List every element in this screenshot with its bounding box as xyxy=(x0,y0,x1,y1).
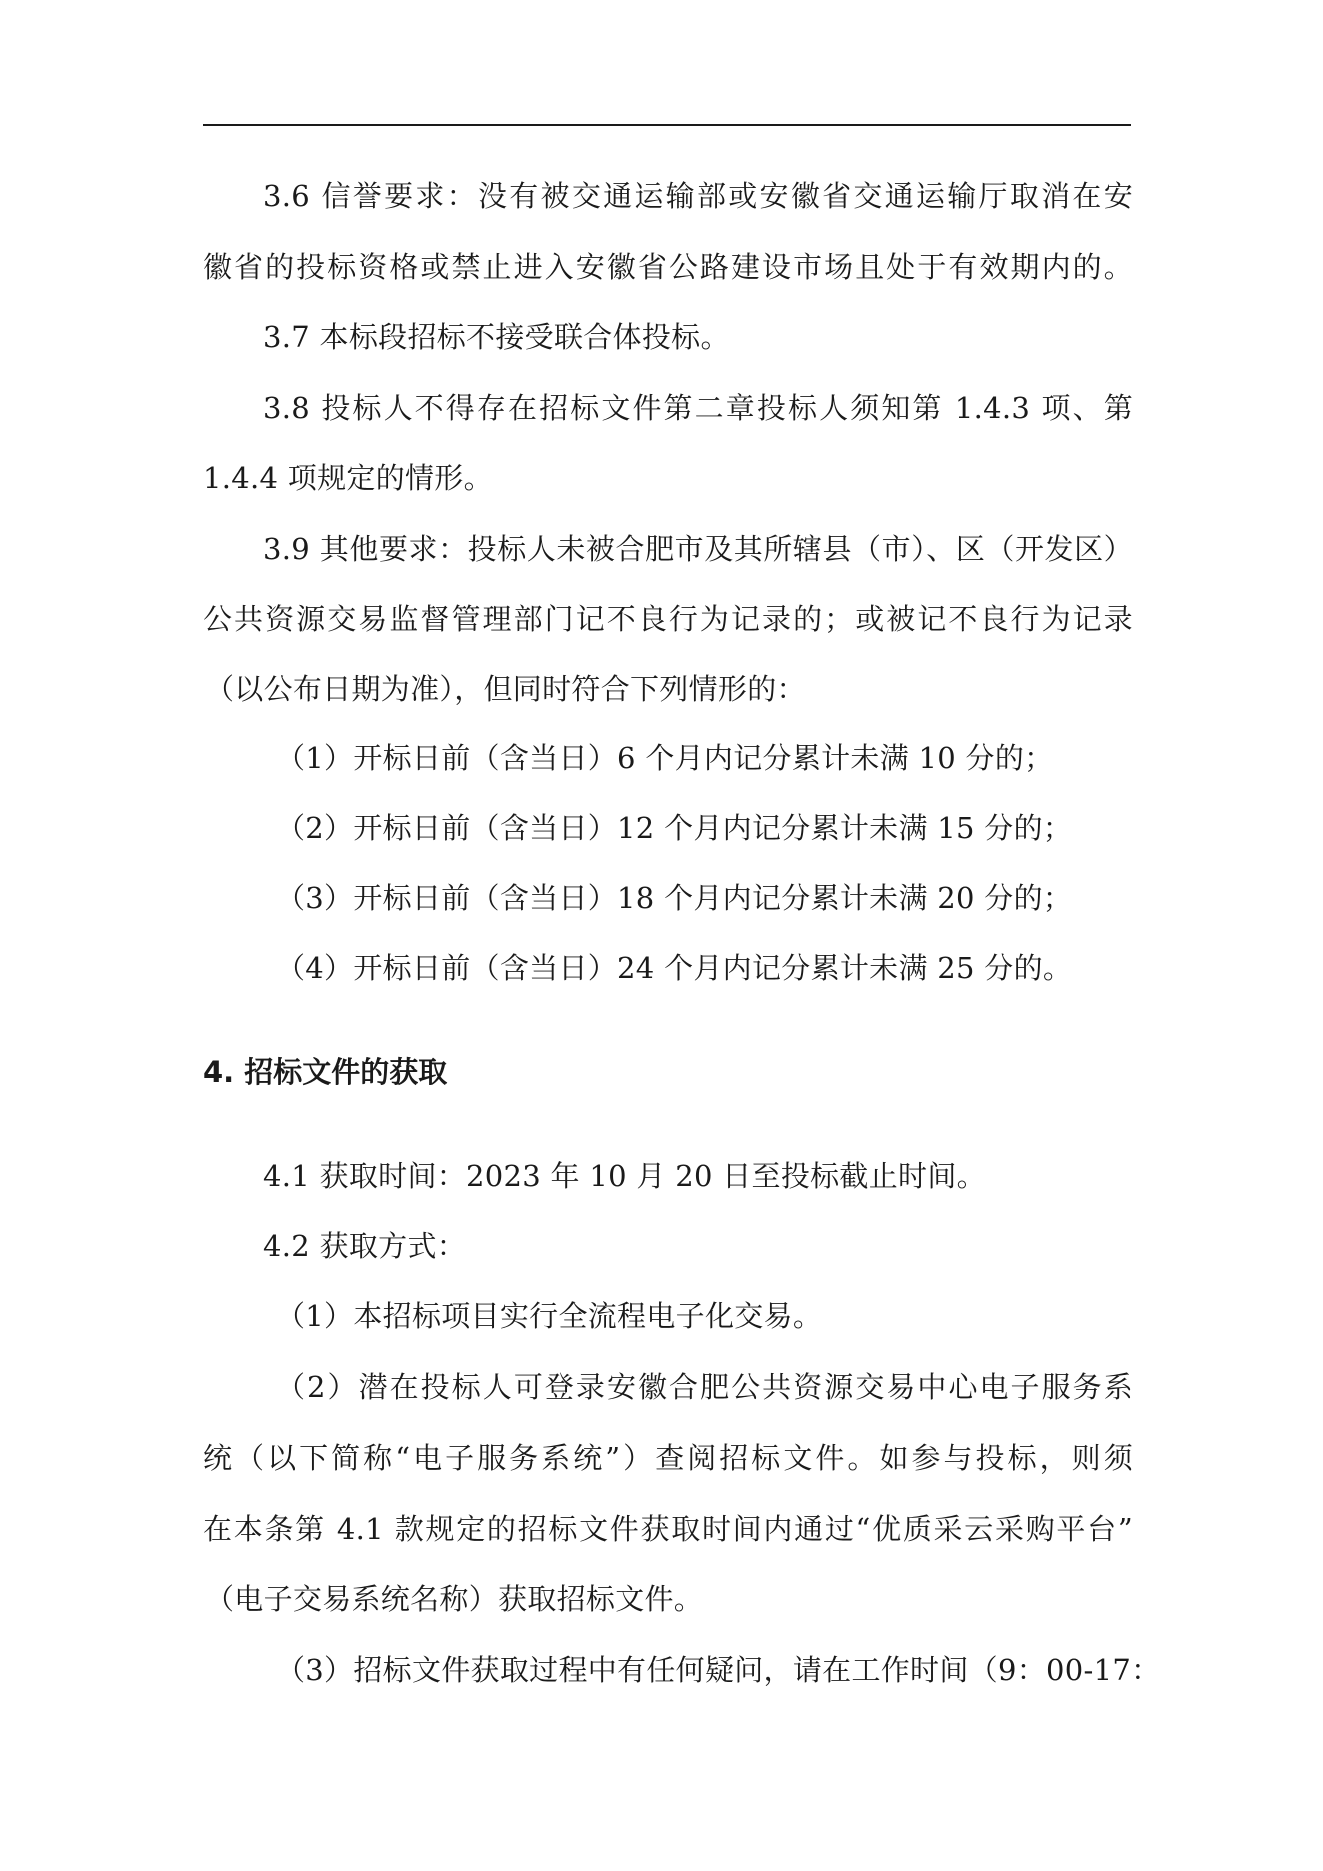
paragraph-4-1: 4.1 获取时间：2023 年 10 月 20 日至投标截止时间。 xyxy=(263,1159,986,1193)
paragraph-3-9-line-1: 3.9 其他要求：投标人未被合肥市及其所辖县（市）、区（开发区） xyxy=(263,532,1133,566)
list-item-1: （1）开标日前（含当日）6 个月内记分累计未满 10 分的； xyxy=(276,741,1054,775)
method-item-2-line-3: 在本条第 4.1 款规定的招标文件获取时间内通过“优质采云采购平台” xyxy=(203,1512,1133,1546)
paragraph-3-8-line-2: 1.4.4 项规定的情形。 xyxy=(203,461,493,495)
list-item-2: （2）开标日前（含当日）12 个月内记分累计未满 15 分的； xyxy=(276,811,1073,845)
paragraph-3-8-line-1: 3.8 投标人不得存在招标文件第二章投标人须知第 1.4.3 项、第 xyxy=(263,391,1133,425)
method-item-3-line-1: （3）招标文件获取过程中有任何疑问，请在工作时间（9：00-17： xyxy=(276,1653,1161,1687)
paragraph-3-7: 3.7 本标段招标不接受联合体投标。 xyxy=(263,320,730,354)
method-item-1: （1）本招标项目实行全流程电子化交易。 xyxy=(276,1299,823,1333)
section-4-heading: 4. 招标文件的获取 xyxy=(203,1055,448,1089)
paragraph-3-9-line-3: （以公布日期为准），但同时符合下列情形的： xyxy=(205,672,806,706)
header-rule xyxy=(203,124,1131,126)
paragraph-3-9-line-2: 公共资源交易监督管理部门记不良行为记录的；或被记不良行为记录 xyxy=(203,602,1133,636)
method-item-2-line-4: （电子交易系统名称）获取招标文件。 xyxy=(205,1582,704,1616)
method-item-2-line-1: （2）潜在投标人可登录安徽合肥公共资源交易中心电子服务系 xyxy=(276,1370,1133,1404)
method-item-2-line-2: 统（以下简称“电子服务系统”）查阅招标文件。如参与投标，则须 xyxy=(203,1441,1133,1475)
list-item-3: （3）开标日前（含当日）18 个月内记分累计未满 20 分的； xyxy=(276,881,1073,915)
paragraph-3-6-line-1: 3.6 信誉要求：没有被交通运输部或安徽省交通运输厅取消在安 xyxy=(263,179,1133,213)
list-item-4: （4）开标日前（含当日）24 个月内记分累计未满 25 分的。 xyxy=(276,951,1073,985)
paragraph-3-6-line-2: 徽省的投标资格或禁止进入安徽省公路建设市场且处于有效期内的。 xyxy=(203,250,1133,284)
paragraph-4-2: 4.2 获取方式： xyxy=(263,1229,467,1263)
